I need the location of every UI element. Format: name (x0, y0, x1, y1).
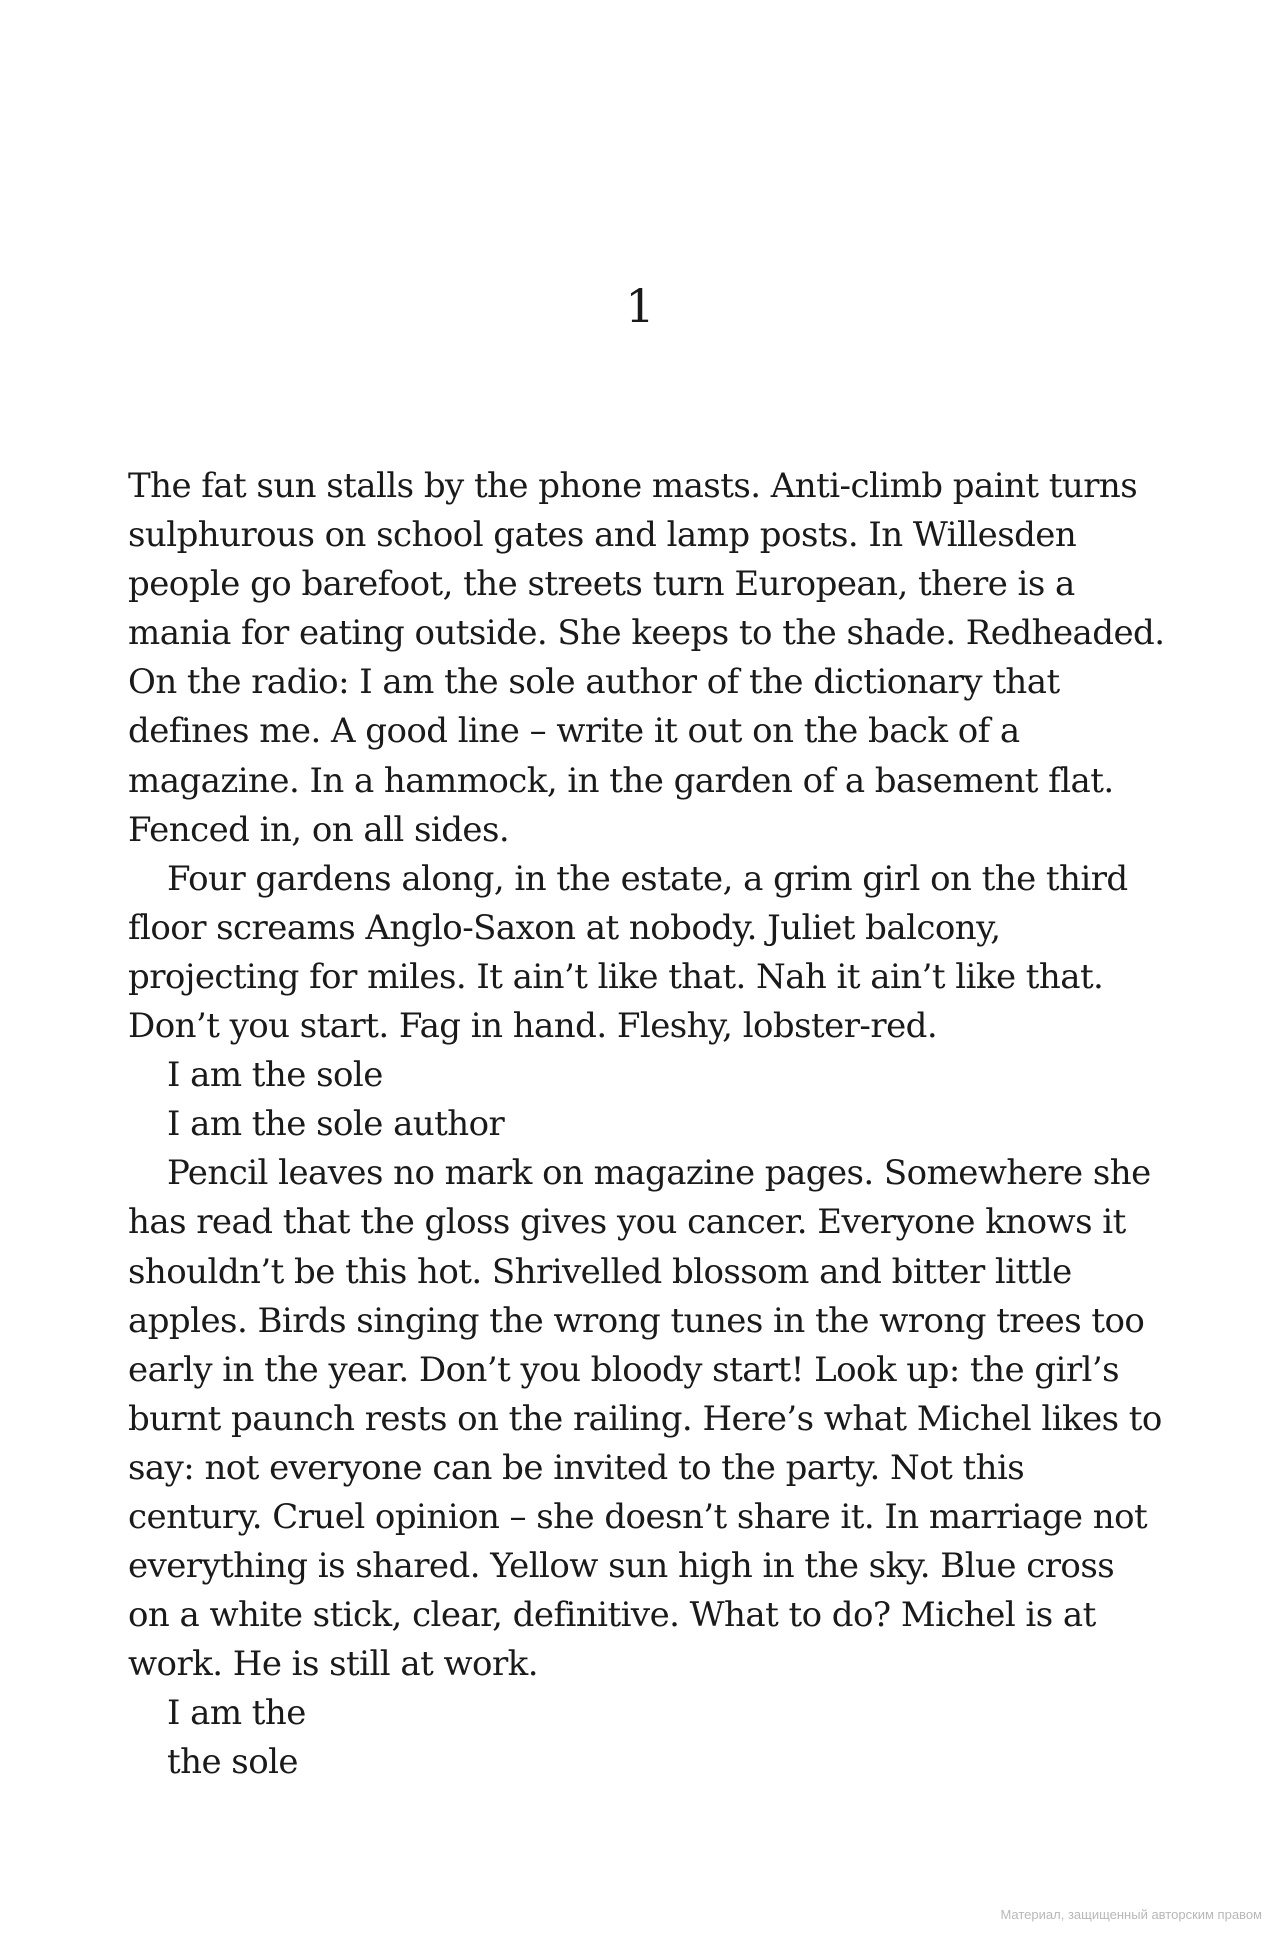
text-line: Fenced in, on all sides. (128, 809, 510, 850)
chapter-number: 1 (625, 279, 655, 333)
text-line: sulphurous on school gates and lamp posts. In Willesden (128, 515, 1077, 556)
text-line: century. Cruel opinion – she doesn’t share it. In marriage not (128, 1496, 1148, 1537)
text-line: projecting for miles. It ain’t like that. Nah it ain’t like that. (128, 956, 1104, 997)
text-line: defines me. A good line – write it out on the back of a (128, 711, 1020, 752)
text-line: early in the year. Don’t you bloody start! Look up: the girl’s (128, 1349, 1120, 1390)
text-line: everything is shared. Yellow sun high in the sky. Blue cross (128, 1546, 1115, 1587)
text-line: On the radio: I am the sole author of the dictionary that (128, 662, 1060, 703)
text-line: Don’t you start. Fag in hand. Fleshy, lobster-red. (128, 1006, 938, 1047)
text-line: work. He is still at work. (128, 1644, 538, 1685)
text-line: has read that the gloss gives you cancer. Everyone knows it (128, 1202, 1126, 1243)
text-line: magazine. In a hammock, in the garden of a basement flat. (128, 760, 1114, 801)
text-line: burnt paunch rests on the railing. Here’s what Michel likes to (128, 1398, 1162, 1439)
text-line: I am the sole (167, 1055, 383, 1096)
text-line: Pencil leaves no mark on magazine pages. Somewhere she (167, 1153, 1151, 1194)
text-line: I am the sole author (167, 1104, 505, 1145)
text-line: say: not everyone can be invited to the party. Not this (128, 1447, 1025, 1488)
text-line: The fat sun stalls by the phone masts. Anti-climb paint turns (128, 466, 1138, 506)
text-line: mania for eating outside. She keeps to the shade. Redheaded. (128, 613, 1165, 654)
text-line: I am the (167, 1693, 306, 1734)
text-line: floor screams Anglo-Saxon at nobody. Juliet balcony, (128, 907, 1001, 948)
text-line: shouldn’t be this hot. Shrivelled blossom and bitter little (128, 1251, 1072, 1292)
text-line: people go barefoot, the streets turn European, there is a (128, 564, 1075, 605)
text-line: apples. Birds singing the wrong tunes in the wrong trees too (128, 1300, 1145, 1341)
copyright-watermark: Материал, защищенный авторским правом (1000, 1907, 1262, 1922)
text-line: on a white stick, clear, definitive. What to do? Michel is at (128, 1595, 1096, 1636)
text-line: the sole (167, 1742, 299, 1783)
text-line: Four gardens along, in the estate, a grim girl on the third (167, 858, 1128, 899)
body-text (128, 462, 1168, 1788)
